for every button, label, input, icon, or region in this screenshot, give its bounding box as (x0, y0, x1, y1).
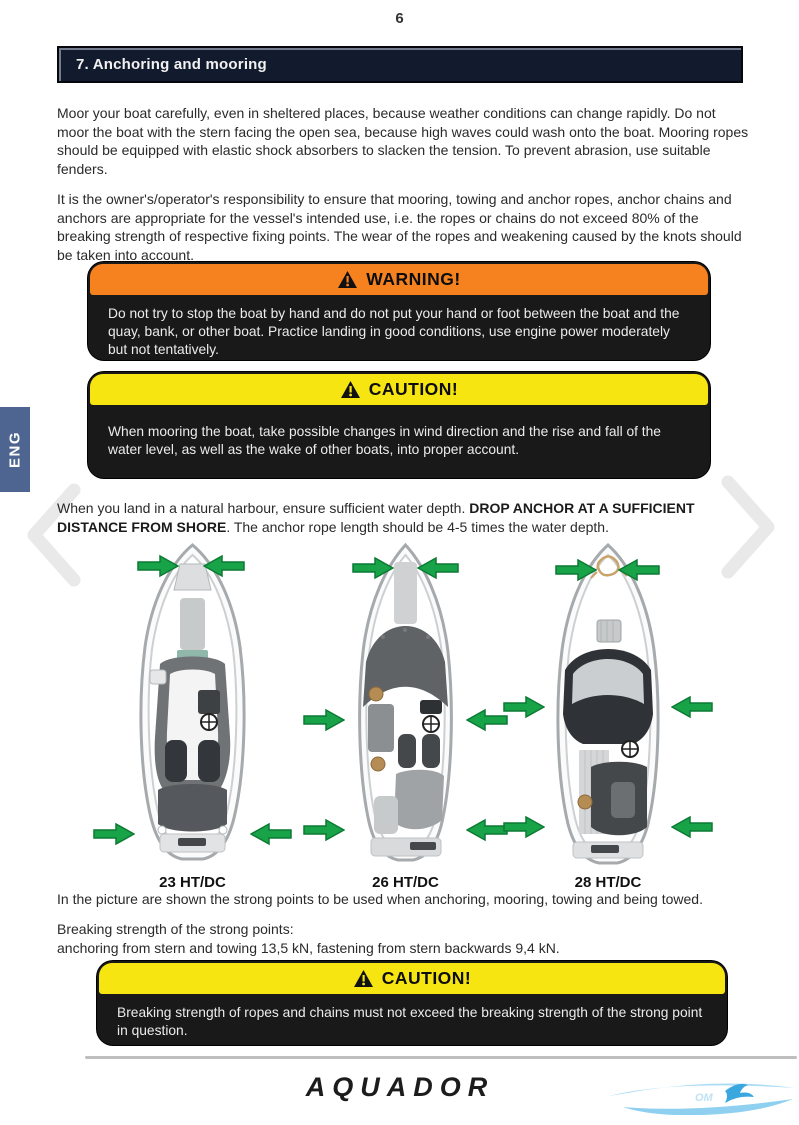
caution-box-text: When mooring the boat, take possible changes in wind direction and the rise and fall of the water level, as well as the wake of other boats, into proper account. (108, 424, 661, 457)
page-number: 6 (395, 10, 404, 27)
language-tab-eng[interactable]: ENG (0, 407, 30, 492)
boat-figure-26 (318, 542, 493, 897)
boat-28-topview-illustration (533, 542, 683, 877)
strong-point-arrow-icon (352, 556, 394, 580)
platform-badge (178, 838, 206, 846)
strong-point-arrow-icon (671, 815, 713, 839)
strong-point-arrow-icon (303, 818, 345, 842)
strong-point-arrow-icon (250, 822, 292, 846)
paragraph-mooring: Moor your boat carefully, even in sheltered places, because weather conditions can change rapidly. Do not moor the boat with the stern facing the open sea, because high waves could wash onto the boat. Mooring ropes should be equipped with elastic shock absorbers to slacken the tension. To prevent abrasion, use suitable fenders. (57, 105, 749, 177)
section-title: 7. Anchoring and mooring (76, 56, 267, 73)
strong-point-arrow-icon (417, 556, 459, 580)
boat-26-topview-illustration (338, 542, 473, 872)
brand-logo: AQUADOR (305, 1072, 495, 1102)
strong-point-arrow-icon (555, 558, 597, 582)
watermark-wave-icon (607, 1079, 797, 1120)
svg-text:OM: OM (695, 1092, 713, 1104)
strong-point-arrow-icon (303, 708, 345, 732)
strong-point-arrow-icon (466, 708, 508, 732)
strong-point-arrow-icon (503, 815, 545, 839)
alert-title: CAUTION! (368, 379, 459, 399)
boat-23-topview-illustration (120, 542, 265, 864)
section-header (57, 46, 743, 83)
platform-badge (591, 845, 619, 853)
landing-text: When you land in a natural harbour, ensure sufficient water depth. (57, 500, 470, 516)
boat-label: 23 HT/DC (159, 874, 226, 891)
boat-label: 26 HT/DC (372, 874, 439, 891)
alert-title: CAUTION! (381, 968, 472, 988)
strong-point-arrow-icon (671, 695, 713, 719)
paragraph-responsibility: It is the owner's/operator's responsibility to ensure that mooring, towing and anchor ropes, anchor chains and anchors are appropriate for the vessel's intended use, i.e. the ropes or chains do not exceed 80% of the breaking strength of respective fixing points. The wear of the ropes and weakening caused by the knots should be taken into account. (57, 191, 742, 263)
warning-triangle-icon (340, 380, 361, 399)
warning-box (88, 262, 710, 360)
warning-box-text: Do not try to stop the boat by hand and do not put your hand or foot between the boat and the quay, bank, or other boat. Practice landing in good conditions, use engine power moderately but not tentatively. (108, 306, 680, 357)
caution-box-bottom (97, 961, 727, 1045)
strong-points-caption: In the picture are shown the strong points to be used when anchoring, mooring, towing and being towed. (57, 891, 703, 907)
warning-triangle-icon (337, 270, 358, 289)
warning-box-header (90, 264, 708, 295)
strong-point-arrow-icon (93, 822, 135, 846)
strong-point-arrow-icon (503, 695, 545, 719)
boat-figure-28 (508, 542, 708, 897)
footer-divider (85, 1056, 797, 1059)
platform-badge (410, 842, 436, 850)
boat-diagrams (0, 542, 799, 902)
strong-point-arrow-icon (203, 554, 245, 578)
landing-text-end: . The anchor rope length should be 4-5 times the water depth. (226, 518, 609, 535)
breaking-strength-values: anchoring from stern and towing 13,5 kN, fastening from stern backwards 9,4 kN. (57, 939, 560, 956)
paragraph-landing (57, 499, 763, 536)
caution-box (88, 372, 710, 478)
breaking-strength-block (57, 920, 757, 957)
strong-point-arrow-icon (137, 554, 179, 578)
caution-box-header (90, 374, 708, 405)
caution-box-header (99, 963, 725, 994)
boat-figure-23 (85, 542, 300, 897)
strong-point-arrow-icon (618, 558, 660, 582)
breaking-strength-title: Breaking strength of the strong points: (57, 921, 294, 937)
caution-box-bottom-text: Breaking strength of ropes and chains must not exceed the breaking strength of the strong point in question. (117, 1005, 703, 1038)
alert-title: WARNING! (366, 269, 461, 289)
warning-triangle-icon (353, 969, 374, 988)
strong-point-arrow-icon (466, 818, 508, 842)
landing-bold-text: DROP ANCHOR AT A SUFFICIENT DISTANCE FROM SHORE (57, 500, 695, 535)
boat-label: 28 HT/DC (574, 874, 642, 891)
